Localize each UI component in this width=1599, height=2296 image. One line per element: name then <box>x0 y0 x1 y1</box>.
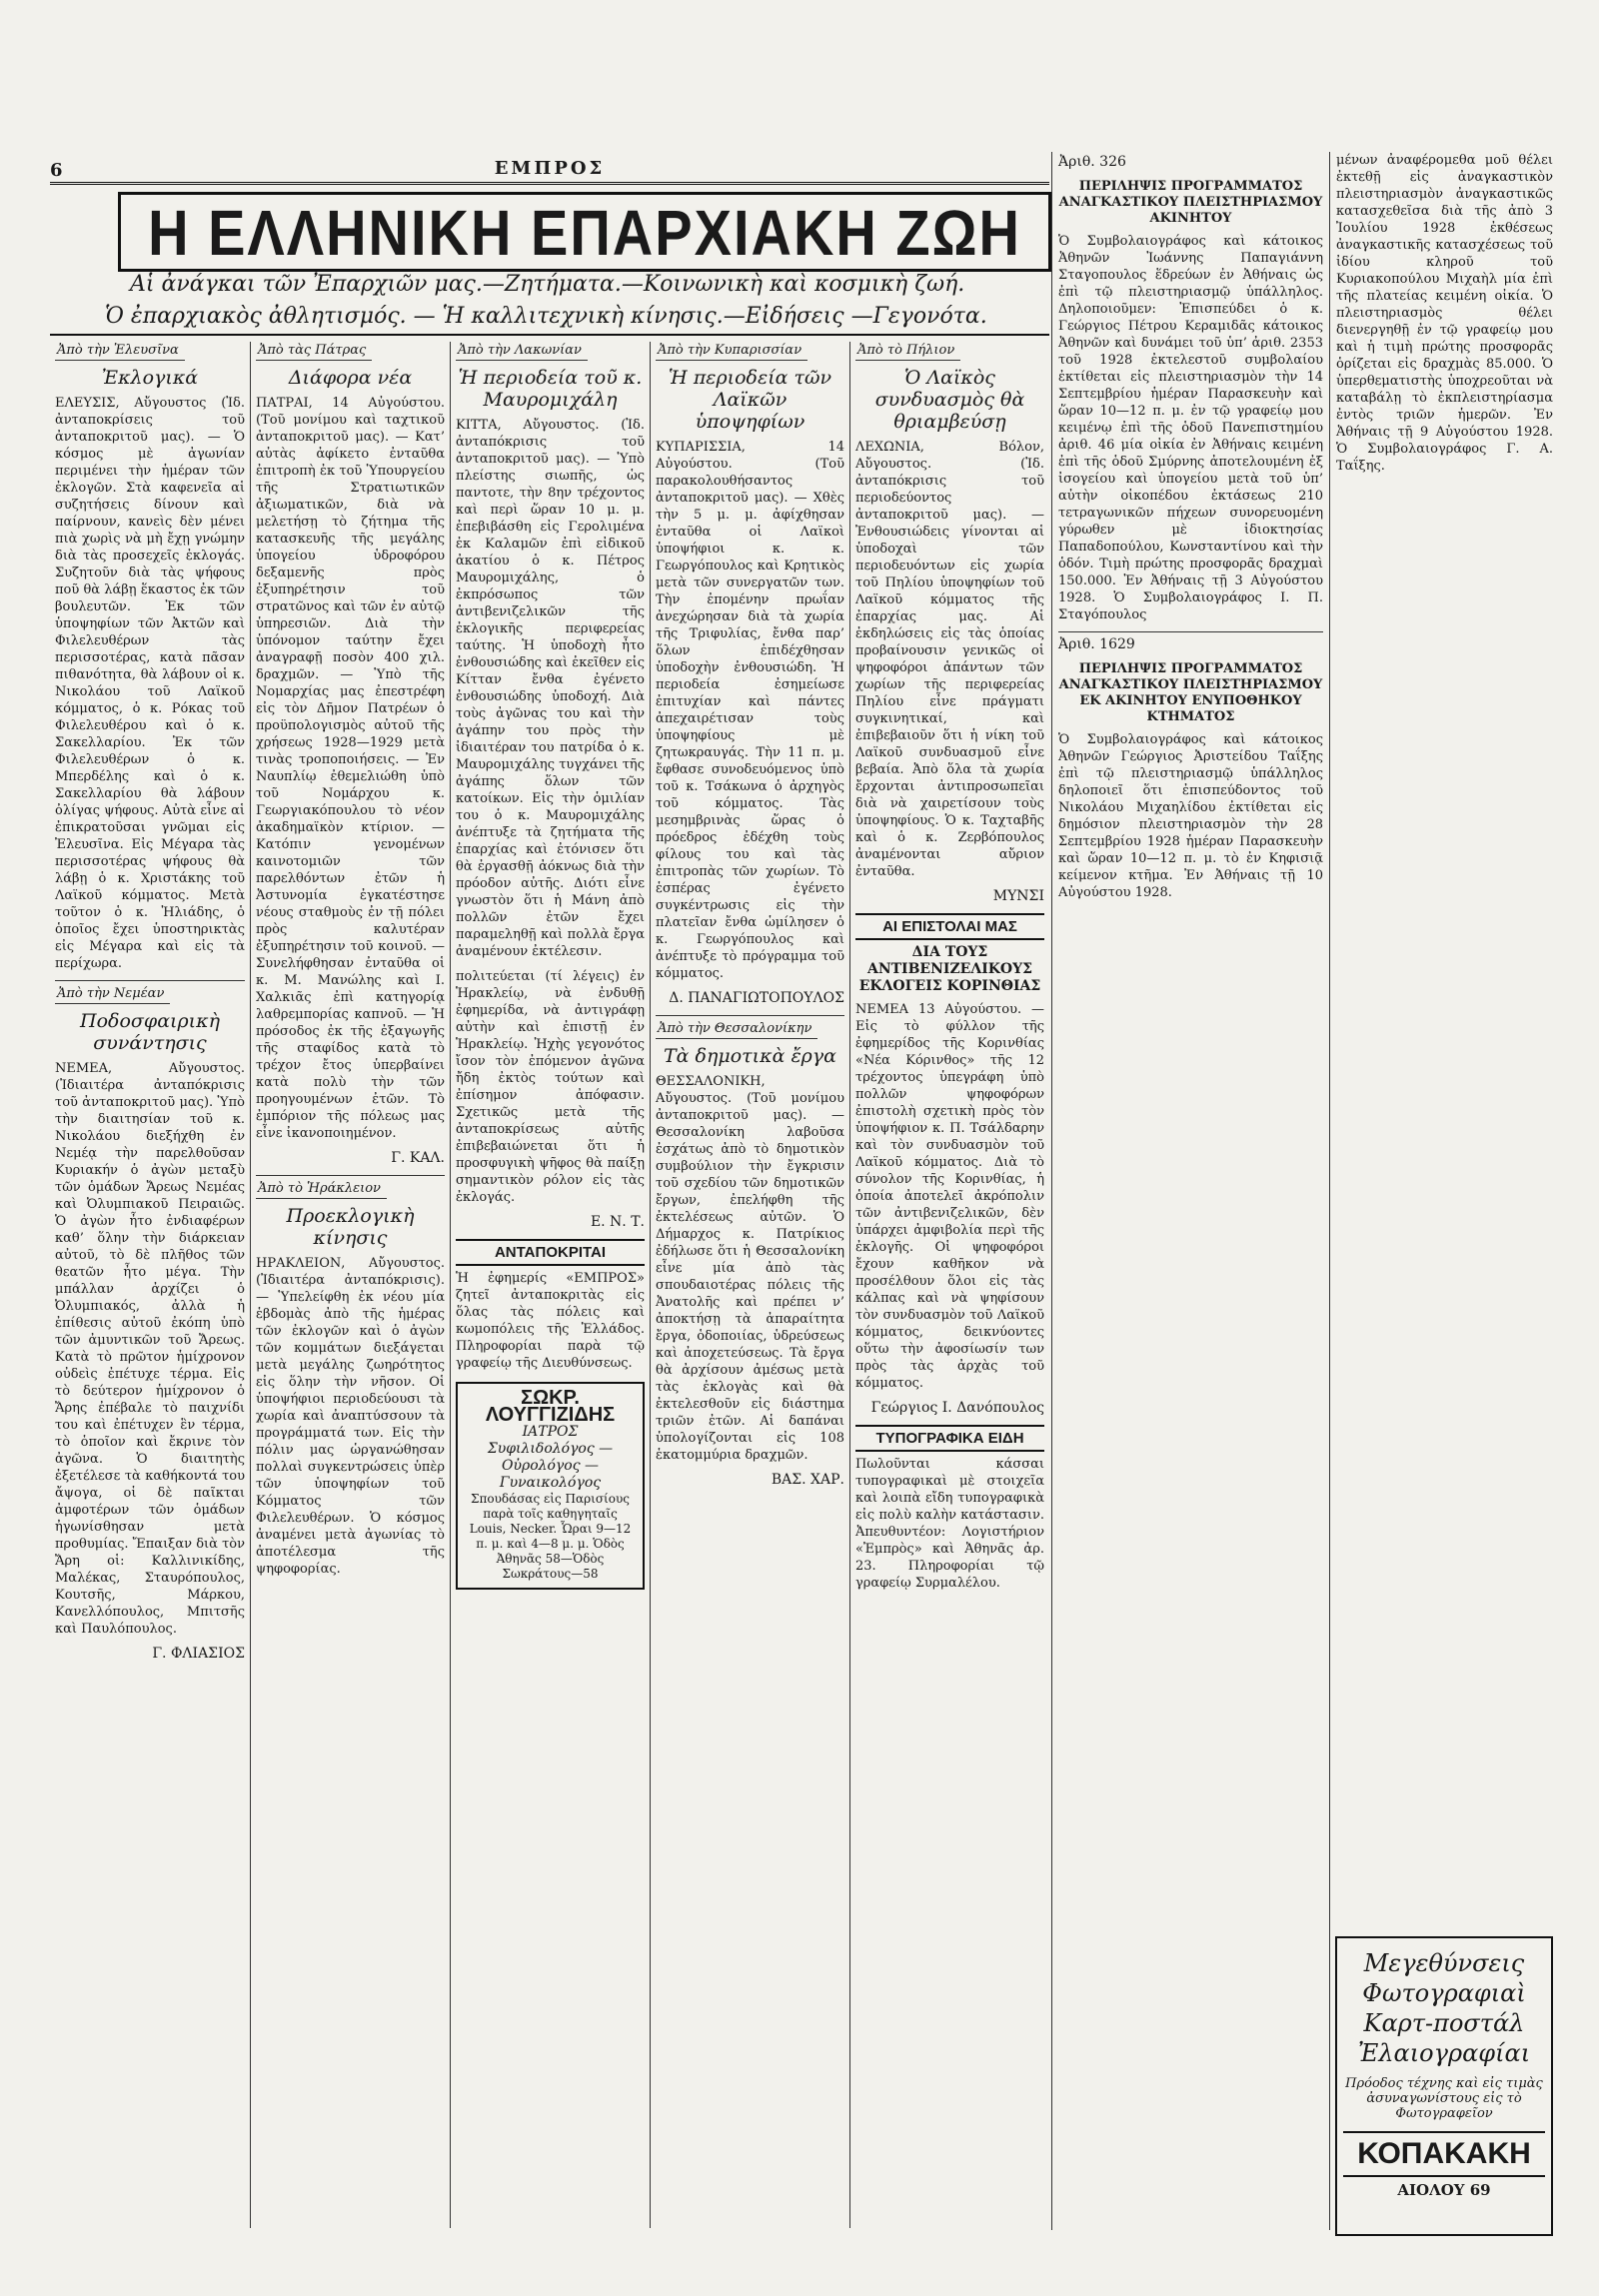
sub-article <box>656 1015 844 1489</box>
author-signature: ΜΥΝΣΙ <box>992 888 1044 904</box>
section-title: Η ΕΛΛΗΝΙΚΗ ΕΠΑΡΧΙΑΚΗ ΖΩΗ <box>148 195 1021 269</box>
origin-label: Ἀπὸ τὴν Νεμέαν <box>55 985 170 1004</box>
page-number: 6 <box>50 160 63 181</box>
doctor-name: ΣΩΚΡ. ΛΟΥΓΓΙΖΙΔΗΣ <box>485 1387 616 1426</box>
author-signature: Ε. Ν. Τ. <box>590 1214 645 1230</box>
author-signature: Γεώργιος Ι. Δανόπουλος <box>870 1400 1044 1416</box>
article-headline: Διάφορα νέα <box>288 367 413 389</box>
notice-number: Ἀριθ. 1629 <box>1058 631 1323 653</box>
article-body: ΚΥΠΑΡΙΣΣΙΑ, 14 Αὐγούστου. (Τοῦ παρακολουθήσαντος ἀνταποκριτοῦ μας). — Χθὲς τὴν 5 μ. μ. ἀφίχθησαν ἐνταῦθα οἱ Λαϊκοὶ ὑποψήφιοι κ. κ. Γεωργόπουλος καὶ Κρητικὸς μετὰ τῶν συνεργατῶν των. Τὴν ἐπομένην πρωΐαν ἀνεχώρησαν διὰ τὰ χωρία τῆς Τριφυλίας, ἔνθα παρ’ ὅλων ἐπιδέχθησαν ὑποδοχὴν ἐνθουσιώδη. Ἡ περιοδεία ἐσημείωσε ἐπιτυχίαν καὶ πάντες ἀπεχαιρέτισαν τοὺς ὑποψηφίους μὲ ζητωκραυγάς. Τὴν 11 π. μ. ἔφθασε συνοδευόμενος ὑπὸ τοῦ κ. Τσάκωνα ὁ ἀρχηγὸς τοῦ κόμματος. Τὰς μεσημβρινὰς ὥρας ὁ πρόεδρος ἐδέχθη τοὺς φίλους του καὶ τὰς ἐπιτροπὰς τῶν χωρίων. Τὸ ἑσπέρας ἐγένετο συγκέντρωσις εἰς τὴν πλατεῖαν ἔνθα ὡμίλησεν ὁ κ. Γεωργόπουλος καὶ ἀνέπτυξε τὸ πρόγραμμα τοῦ κόμματος. <box>656 440 844 981</box>
section-title-box <box>118 192 1051 272</box>
subtitle-line-2: Ὁ ἐπαρχιακὸς ἀθλητισμός. — Ἡ καλλιτεχνικὴ κίνησις.—Εἰδήσεις —Γεγονότα. <box>105 304 987 329</box>
author-signature: Δ. ΠΑΝΑΓΙΩΤΟΠΟΥΛΟΣ <box>669 990 844 1006</box>
top-bar <box>50 160 1049 185</box>
photo-ad-name: ΚΟΠΑΚΑΚΗ <box>1343 2131 1545 2177</box>
doctor-ad <box>456 1382 645 1590</box>
wanted-heading: ΑΝΤΑΠΟΚΡΙΤΑΙ <box>456 1239 645 1266</box>
column-patras <box>250 342 450 2228</box>
typography-heading: ΤΥΠΟΓΡΑΦΙΚΑ ΕΙΔΗ <box>855 1425 1044 1452</box>
article-headline: Ἐκλογικά <box>101 367 199 389</box>
subtitle-line-1: Αἱ ἀνάγκαι τῶν Ἐπαρχιῶν μας.—Ζητήματα.—Κοινωνικὴ καὶ κοσμικὴ ζωή. <box>130 272 965 297</box>
header-rule <box>50 334 1049 336</box>
sub-article <box>256 1175 445 1578</box>
photo-studio-ad <box>1335 1936 1553 2236</box>
origin-label: Ἀπὸ τὴν Λακωνίαν <box>456 342 588 361</box>
notice-body: Ὁ Συμβολαιογράφος καὶ κάτοικος Ἀθηνῶν Ἰωάννης Παπαγιάννη Σταγοπουλος ἕδρεύων ἐν Ἀθήναις ὡς ἐπὶ τῷ πλειστηριασμῷ ὑπάλληλος. Δηλοποιοῦμεν: Ἐπισπεύδει ὁ κ. Γεώργιος Πέτρου Κεραμιδᾶς κάτοικος Ἀθηνῶν καὶ δυνάμει τοῦ ὑπ’ ἀριθ. 2353 τοῦ 1928 ἐκτελεστοῦ συμβολαίου ἐκτίθεται εἰς πλειστηριασμὸν τὴν 14 Σεπτεμβρίου ἡμέραν Παρασκευὴν καὶ ὥραν 10—12 π. μ. ἐν τῷ γραφείῳ μου κειμένῳ ἐπὶ τῆς ὁδοῦ Πανεπιστημίου ἀριθ. 46 μία οἰκία ἐν Ἀθήναις κειμένη ἐπὶ τῆς ὁδοῦ Σμύρνης ἀποτελουμένη ἐξ ἰσογείου καὶ ὑπογείου μετὰ τοῦ ὑπ’ αὐτὴν οἰκοπέδου ἐκτάσεως 210 τετραγωνικῶν πήχεων συνορευομένη γύρωθεν μὲ ἰδιοκτησίας Παπαδοπούλου, Κωνσταντίνου καὶ τὴν ὁδόν. Τιμὴ πρώτης προσφορᾶς δραχμαὶ 150.000. Ἐν Ἀθήναις τῇ 3 Αὐγούστου 1928. Ὁ Συμβολαιογράφος Ι. Π. Σταγόπουλος <box>1058 234 1323 622</box>
legal-notices-column-b <box>1329 152 1559 2230</box>
column-lakonia <box>450 342 650 2228</box>
article-headline: Ποδοσφαιρικὴ συνάντησις <box>80 1010 220 1054</box>
doctor-details: Σπουδάσας εἰς Παρισίους παρὰ τοῖς καθηγηταῖς Louis, Necker. Ὧραι 9—12 π. μ. καὶ 4—8 μ. μ. Ὁδὸς Ἀθηνᾶς 58—Ὁδὸς Σωκράτους—58 <box>469 1492 632 1581</box>
photo-ad-tagline: Πρόοδος τέχνης καὶ εἰς τιμὰς ἀσυναγωνίστους εἰς τὸ Φωτογραφεῖον <box>1345 2076 1543 2121</box>
article-body: ΚΙΤΤΑ, Αὔγουστος. (Ἰδ. ἀνταπόκρισις τοῦ ἀνταποκριτοῦ μας). — Ὑπὸ πλείστης σιωπῆς, ὡς παντοτε, τὴν 8ην τρέχοντος καὶ περὶ ὥραν 10 μ. μ. ἐπεβιβάσθη εἰς Γερολιμένα ἐκ Καλαμῶν ἐπὶ εἰδικοῦ ἀκατίου ὁ κ. Πέτρος Μαυρομιχάλης, ὁ ἐκπρόσωπος τῶν ἀντιβενιζελικῶν τῆς ἐκλογικῆς περιφερείας ταύτης. Ἡ ὑποδοχὴ ἦτο ἐνθουσιώδης καὶ ἐκεῖθεν εἰς Κίτταν ἔνθα ἐγένετο ἐνθουσιώδης ὑποδοχή. Διὰ τοὺς ἀγῶνας του καὶ τὴν ἀγάπην του πρὸς τὴν ἰδιαιτέραν του πατρίδα ὁ κ. Μαυρομιχάλης τυγχάνει τῆς ἀγάπης ὅλων τῶν κατοίκων. Εἰς τὴν ὁμιλίαν του ὁ κ. Μαυρομιχάλης ἀνέπτυξε τὰ ζητήματα τῆς ἐπαρχίας καὶ ἐτόνισεν ὅτι θὰ ἐργασθῇ ἀόκνως διὰ τὴν πρόοδον αὐτῆς. Διότι εἶνε γνωστὸν ὅτι ἡ Μάνη ἀπὸ πολλῶν ἐτῶν ἔχει παραμεληθῇ καὶ πολλὰ ἔργα ἀναμένουν ἐκτέλεσιν. <box>456 418 645 959</box>
column-pelion <box>849 342 1049 2228</box>
article-headline: Ἡ περιοδεία τῶν Λαϊκῶν ὑποψηφίων <box>668 367 832 433</box>
article-headline: Ἡ περιοδεία τοῦ κ. Μαυρομιχάλη <box>458 367 643 411</box>
legal-notices-column-a <box>1051 152 1329 2230</box>
origin-label: Ἀπὸ τὴν Ἐλευσῖνα <box>55 342 185 361</box>
notice-heading: ΠΕΡΙΛΗΨΙΣ ΠΡΟΓΡΑΜΜΑΤΟΣ ΑΝΑΓΚΑΣΤΙΚΟΥ ΠΛΕΙΣΤΗΡΙΑΣΜΟΥ ΕΚ ΑΚΙΝΗΤΟΥ ΕΝΥΠΟΘΗΚΟΥ ΚΤΗΜΑΤΟΣ <box>1058 661 1323 724</box>
letters-subheading: ΔΙΑ ΤΟΥΣ ΑΝΤΙΒΕΝΙΖΕΛΙΚΟΥΣ ΕΚΛΟΓΕΙΣ ΚΟΡΙΝΘΙΑΣ <box>858 944 1041 994</box>
wanted-body: Ἡ ἐφημερίς «ΕΜΠΡΟΣ» ζητεῖ ἀνταποκριτὰς εἰς ὅλας τὰς πόλεις καὶ κωμοπόλεις τῆς Ἑλλάδος. Πληροφορίαι παρὰ τῷ γραφείῳ τῆς Διευθύνσεως. <box>456 1271 645 1371</box>
author-signature: Γ. ΚΑΛ. <box>391 1150 445 1166</box>
sub-article <box>55 980 245 1663</box>
column-eleusis <box>50 342 250 2228</box>
typography-body: Πωλοῦνται κάσσαι τυπογραφικαὶ μὲ στοιχεῖα καὶ λοιπὰ εἴδη τυπογραφικὰ εἰς πολὺ καλὴν κατάστασιν. Ἀπευθυντέον: Λογιστήριον «Ἐμπρὸς» καὶ Ἀθηνᾶς ἀρ. 23. Πληροφορίαι τῷ γραφείῳ Συρμαλέλου. <box>855 1457 1044 1591</box>
column-kyparissia <box>650 342 849 2228</box>
notice-body: μένων ἀναφέρομεθα μοῦ θέλει ἐκτεθῇ εἰς ἀναγκαστικὸν πλειστηριασμὸν ἀναγκαστικῶς κατασχεθεῖσα διὰ τῆς ἀπὸ 3 Ἰουλίου 1928 ἐκθέσεως ἀναγκαστικῆς κατασχέσεως τοῦ ἰδίου κληροῦ τοῦ Κυριακοπούλου Μιχαὴλ μία ἐπὶ τῆς πλατείας κειμένη οἰκία. Ὁ πλειστηριασμὸς θέλει διενεργηθῇ ἐν τῷ γραφείῳ μου καὶ ἡ τιμὴ πρώτης προσφορᾶς ὁρίζεται εἰς δραχμὰς 85.000. Ὁ ὑπερθεματιστὴς ὑποχρεοῦται νὰ καταβάλῃ τὸ ἐκπλειστηρίασμα ἐντὸς τριῶν ἡμερῶν. Ἐν Ἀθήναις τῇ 9 Αὐγούστου 1928. Ὁ Συμβολαιογράφος Γ. Α. Ταΐξης. <box>1336 153 1553 474</box>
notice-number: Ἀριθ. 326 <box>1058 154 1126 170</box>
notice-body: Ὁ Συμβολαιογράφος καὶ κάτοικος Ἀθηνῶν Γεώργιος Ἀριστείδου Ταΐξης ἐπὶ τῷ πλειστηριασμῷ ὑπάλληλος δηλοποιεῖ ὅτι ἐπισπεύδοντος τοῦ Νικολάου Μιχαηλίδου ἐκτίθεται εἰς δημόσιον πλειστηριασμὸν τὴν 28 Σεπτεμβρίου 1928 ἡμέραν Παρασκευὴν καὶ ὥραν 10—12 π. μ. τὸ ἐν Κηφισιᾷ κείμενον κτῆμα. Ἐν Ἀθήναις τῇ 10 Αὐγούστου 1928. <box>1058 732 1323 900</box>
article-body: ΛΕΧΩΝΙΑ, Βόλον, Αὔγουστος. (Ἰδ. ἀνταπόκρισις τοῦ περιοδεύοντος ἀνταποκριτοῦ μας). — Ἐνθουσιώδεις γίνονται αἱ ὑποδοχαὶ τῶν περιοδευόντων εἰς χωρία τοῦ Πηλίου ὑποψηφίων τοῦ Λαϊκοῦ κόμματος τῆς ἐπαρχίας μας. Αἱ ἐκδηλώσεις εἰς τὰς ὁποίας προβαίνουσιν γενικῶς οἱ ψηφοφόροι ἁπάντων τῶν χωρίων τῆς περιφερείας Πηλίου εἶνε πράγματι συγκινητικαί, καὶ ἐπιβεβαιοῦν ὅτι ἡ νίκη τοῦ Λαϊκοῦ συνδυασμοῦ εἶνε βεβαία. Ἀπὸ ὅλα τὰ χωρία ἔρχονται ἀντιπροσωπεῖαι διὰ νὰ χαιρετίσουν τοὺς ὑποψηφίους. Ὁ κ. Ταχταβῆς καὶ ὁ κ. Ζερβόπουλος ἀναμένονται αὔριον ἐνταῦθα. <box>855 440 1044 879</box>
origin-label: Ἀπὸ τὸ Πήλιον <box>855 342 960 361</box>
origin-label: Ἀπὸ τὸ Ἡράκλειον <box>256 1180 387 1199</box>
doctor-specialty: Συφιλιδολόγος — Οὐρολόγος — Γυναικολόγος <box>487 1441 614 1491</box>
article-body: ΗΡΑΚΛΕΙΟΝ, Αὔγουστος. (Ἰδιαιτέρα ἀνταπόκρισις). — Ὑπελείφθη ἐκ νέου μία ἑβδομὰς ἀπὸ τῆς ἡμέρας τῶν ἐκλογῶν καὶ ὁ ἀγὼν τῶν κομμάτων διεξάγεται μετὰ μεγάλης ζωηρότητος εἰς ὅλην τὴν νῆσον. Οἱ ὑποψήφιοι περιοδεύουσι τὰ χωρία καὶ ἀναπτύσσουν τὰ προγράμματά των. Εἰς τὴν πόλιν μας ὡργανώθησαν πολλαὶ συγκεντρώσεις ὑπὲρ τῶν ὑποψηφίων τοῦ Κόμματος τῶν Φιλελευθέρων. Ὁ κόσμος ἀναμένει μετὰ ἀγωνίας τὸ ἀποτέλεσμα τῆς ψηφοφορίας. <box>256 1256 445 1577</box>
photo-ad-address: ΑΙΟΛΟΥ 69 <box>1397 2181 1491 2199</box>
notice-heading: ΠΕΡΙΛΗΨΙΣ ΠΡΟΓΡΑΜΜΑΤΟΣ ΑΝΑΓΚΑΣΤΙΚΟΥ ΠΛΕΙΣΤΗΡΙΑΣΜΟΥ ΑΚΙΝΗΤΟΥ <box>1058 179 1323 226</box>
article-headline: Τὰ δημοτικὰ ἔργα <box>664 1045 836 1067</box>
article-body: ΠΑΤΡΑΙ, 14 Αὐγούστου. (Τοῦ μονίμου καὶ ταχτικοῦ ἀνταποκριτοῦ μας). — Κατ’ αὐτὰς ἀφίκετο ἐνταῦθα ἐπιτροπὴ ἐκ τοῦ Ὑπουργείου τῆς Στρατιωτικῶν ἀξιωματικῶν, διὰ νὰ μελετήσῃ τὸ ζήτημα τῆς κατασκευῆς τῆς μεγάλης ὑπογείου ὑδροφόρου δεξαμενῆς πρὸς ἐξυπηρέτησιν τοῦ στρατῶνος καὶ τῶν ἐν αὐτῷ ὑπηρεσιῶν. Διὰ τὴν ὑπόνομον ταύτην ἔχει ἀναγραφῇ ποσὸν 400 χιλ. δραχμῶν. — Ὑπὸ τῆς Νομαρχίας μας ἐπεστρέφη εἰς τὸν Δῆμον Πατρέων ὁ προϋπολογισμὸς αὐτοῦ τῆς χρήσεως 1928—1929 μετὰ τινὰς τροποποιήσεις. — Ἐν Ναυπλίῳ ἐθεμελιώθη ὑπὸ τοῦ Νομάρχου κ. Γεωργιακόπουλου τὸ νέον ἀκαδημαϊκὸν κτίριον. — Κατόπιν γενομένων καινοτομιῶν τῶν παρελθόντων ἐτῶν ἡ Ἀστυνομία ἐγκατέστησε νέους σταθμοὺς ἐν τῇ πόλει πρὸς καλυτέραν ἐξυπηρέτησιν τοῦ κοινοῦ. — Συνελήφθησαν ἐνταῦθα οἱ κ. Μ. Μανώλης καὶ Ι. Χαλκιᾶς ἐπὶ κατηγορίᾳ λαθρεμπορίας καπνοῦ. — Ἡ πρόσοδος ἐκ τῆς ἐξαγωγῆς τῆς σταφίδος κατὰ τὸ τρέχον ἔτος ὑπερβαίνει κατὰ πολὺ τὴν τῶν προηγουμένων ἐτῶν. Τὸ ἐμπόριον τῆς πόλεως μας εἶνε ἰκανοποιημένον. <box>256 396 445 1141</box>
origin-label: Ἀπὸ τὴν Κυπαρισσίαν <box>656 342 807 361</box>
article-body-continued: πολιτεύεται (τί λέγεις) ἐν Ἡρακλείῳ, νὰ ἐνδυθῇ ἐφημερίδα, νὰ ἀντιγράφῃ αὐτὴν καὶ ἐπιστῇ ἐν Ἡρακλείῳ. Ἠχὴς γεγονότος ἴσον τὸν ἐπόμενον ἀγῶνα ἤδη ἐκτὸς τούτων καὶ ἐπίσημον ἀπόφασιν. Σχετικῶς μετὰ τῆς ἀνταποκρίσεως αὐτῆς ἐπιβεβαιώνεται ὅτι ἡ προσφυγικὴ ψῆφος θὰ παίξῃ σημαντικὸν ρόλον εἰς τὰς ἐκλογάς. <box>456 969 645 1205</box>
article-headline: Προεκλογικὴ κίνησις <box>286 1205 415 1249</box>
article-body: ΘΕΣΣΑΛΟΝΙΚΗ, Αὔγουστος. (Τοῦ μονίμου ἀνταποκριτοῦ μας). — Θεσσαλονίκη λαβοῦσα ἐσχάτως ἀπὸ τὸ δημοτικὸν συμβούλιον τὴν ἔγκρισιν τοῦ σχεδίου τῶν δημοτικῶν ἔργων, ἐπελήφθη τῆς ἐκτελέσεως αὐτῶν. Ὁ Δήμαρχος κ. Πατρίκιος ἐδήλωσε ὅτι ἡ Θεσσαλονίκη εἶνε μία ἀπὸ τὰς σπουδαιοτέρας πόλεις τῆς Ἀνατολῆς καὶ πρέπει ν’ ἀποκτήσῃ τὰ ἀπαραίτητα ἔργα, ὁδοποιίας, ὑδρεύσεως καὶ ἀποχετεύσεως. Τὰ ἔργα θὰ ἀρχίσουν ἀμέσως μετὰ τὰς ἐκλογὰς καὶ θὰ ἐκτελεσθοῦν εἰς διάστημα τριῶν ἐτῶν. Αἱ δαπάναι ὑπολογίζονται εἰς 108 ἑκατομμύρια δραχμῶν. <box>656 1074 844 1463</box>
origin-label: Ἀπὸ τὰς Πάτρας <box>256 342 372 361</box>
photo-ad-services: Μεγεθύνσεις Φωτογραφιαὶ Καρτ-ποστάλ Ἐλαιογραφίαι <box>1357 1949 1531 2067</box>
article-headline: Ὁ Λαϊκὸς συνδυασμὸς θὰ θριαμβεύσῃ <box>874 367 1025 433</box>
author-signature: ΒΑΣ. ΧΑΡ. <box>771 1472 844 1488</box>
article-body: ΝΕΜΕΑ, Αὔγουστος. (Ἰδιαιτέρα ἀνταπόκρισις τοῦ ἀνταποκριτοῦ μας). Ὑπὸ τὴν διαιτησίαν τοῦ κ. Νικολάου διεξήχθη ἐν Νεμέᾳ τὴν παρελθοῦσαν Κυριακήν ὁ ἀγὼν μεταξὺ τῶν ὁμάδων Ἄρεως Νεμέας καὶ Ὀλυμπιακοῦ Πειραιῶς. Ὁ ἀγὼν ἦτο ἐνδιαφέρων καθ’ ὅλην τὴν διάρκειαν αὐτοῦ, τὸ δὲ πλῆθος τῶν θεατῶν ἦτο μέγα. Τὴν μπάλλαν ἀρχίζει ὁ Ὀλυμπιακός, ἀλλὰ ἡ ἐπίθεσις αὐτοῦ ἐκόπη ὑπὸ τῶν ἀμυντικῶν τοῦ Ἄρεως. Κατὰ τὸ πρῶτον ἡμίχρονον οὐδεὶς ἐπέτυχε τέρμα. Εἰς τὸ δεύτερον ἡμίχρονον ὁ Ἄρης ἐπέβαλε τὸ παιχνίδι του καὶ ἐπέτυχεν ἓν τέρμα, τὸ ὁποῖον καὶ ἔκρινε τὸν ἀγῶνα. Ὁ διαιτητὴς ἐξετέλεσε τὰ καθήκοντά του ἄψογα, οἱ δὲ παῖκται ἀμφοτέρων τῶν ὁμάδων ἠγωνίσθησαν μετὰ προθυμίας. Ἔπαιξαν διὰ τὸν Ἄρη οἱ: Καλλινικίδης, Μαλέκας, Σταυρόπουλος, Κουτσῆς, Μάρκου, Κανελλόπουλος, Μπιτσῆς καὶ Παυλόπουλος. <box>55 1061 245 1637</box>
origin-label: Ἀπὸ τὴν Θεσσαλονίκην <box>656 1020 817 1039</box>
letters-heading: ΑΙ ΕΠΙΣΤΟΛΑΙ ΜΑΣ <box>855 913 1044 940</box>
article-body: ΕΛΕΥΣΙΣ, Αὔγουστος (Ἰδ. ἀνταποκρίσεις τοῦ ἀνταποκριτοῦ μας). — Ὁ κόσμος μὲ ἀγωνίαν περιμένει τὴν ἡμέραν τῶν ἐκλογῶν. Στὰ καφενεῖα αἱ συζητήσεις δίνουν καὶ παίρνουν, κανεὶς δὲν μένει πιὰ χωρὶς νὰ μὴ ἔχῃ γνώμην διὰ τὰς προσεχεῖς ἐκλογάς. Συζητοῦν διὰ τὰς ψήφους ποῦ θὰ λάβῃ ἕκαστος ἐκ τῶν βουλευτῶν. Ἐκ τῶν ὑποψηφίων τῶν Ἀκτῶν καὶ Φιλελευθέρων τὰς περισσοτέρας, κατὰ πᾶσαν πιθανότητα, θὰ λάβουν οἱ κ. Νικολάου τοῦ Λαϊκοῦ κόμματος, ὁ κ. Ρόκας τοῦ Φιλελευθέρου καὶ ὁ κ. Σακελλαρίου. Ἐκ τῶν Φιλελευθέρων ὁ κ. Μπερδέλης καὶ ὁ κ. Σακελλαρίου θὰ λάβουν ὀλίγας ψήφους. Αὐτὰ εἶνε αἱ ἐπικρατοῦσαι γνῶμαι εἰς Ἐλευσῖνα. Εἰς Μέγαρα τὰς περισσοτέρας ψήφους θὰ λάβῃ ὁ κ. Χριστάκης τοῦ Λαϊκοῦ κόμματος. Μετὰ τοῦτον ὁ κ. Ἠλιάδης, ὁ ὁποῖος ἔχει ὑποστηρικτὰς εἰς Μέγαρα καὶ εἰς τὰ περίχωρα. <box>55 396 245 971</box>
doctor-title: ΙΑΤΡΟΣ <box>522 1424 579 1440</box>
author-signature: Γ. ΦΛΙΑΣΙΟΣ <box>152 1646 245 1662</box>
masthead: ΕΜΠΡΟΣ <box>494 158 606 179</box>
letters-body: ΝΕΜΕΑ 13 Αὐγούστου. — Εἰς τὸ φύλλον τῆς ἐφημερίδος τῆς Κορινθίας «Νέα Κόρινθος» τῆς 12 τρέχοντος ὑπεγράφη ὑπὸ πολλῶν ψηφοφόρων ἐπιστολὴ σχετικὴ πρὸς τὸν ὑποψήφιον κ. Π. Τσάλδαρην καὶ τὸν συνδυασμὸν τοῦ Λαϊκοῦ κόμματος. Διὰ τὸ σύνολον τῆς Κορινθίας, ἡ ὁποία ἀποτελεῖ ἀκρόπολιν τῶν ἀντιβενιζελικῶν, δὲν ὑπάρχει ἀμφιβολία περὶ τῆς ἐκλογῆς. Οἱ ψηφοφόροι ἔχουν καθῆκον νὰ προσέλθουν ὅλοι εἰς τὰς κάλπας καὶ νὰ ψηφίσουν τὸν συνδυασμὸν τοῦ Λαϊκοῦ κόμματος, δεικνύοντες οὕτω τὴν ἀφοσίωσίν των πρὸς τὰς ἀρχὰς τοῦ κόμματος. <box>855 1002 1044 1391</box>
